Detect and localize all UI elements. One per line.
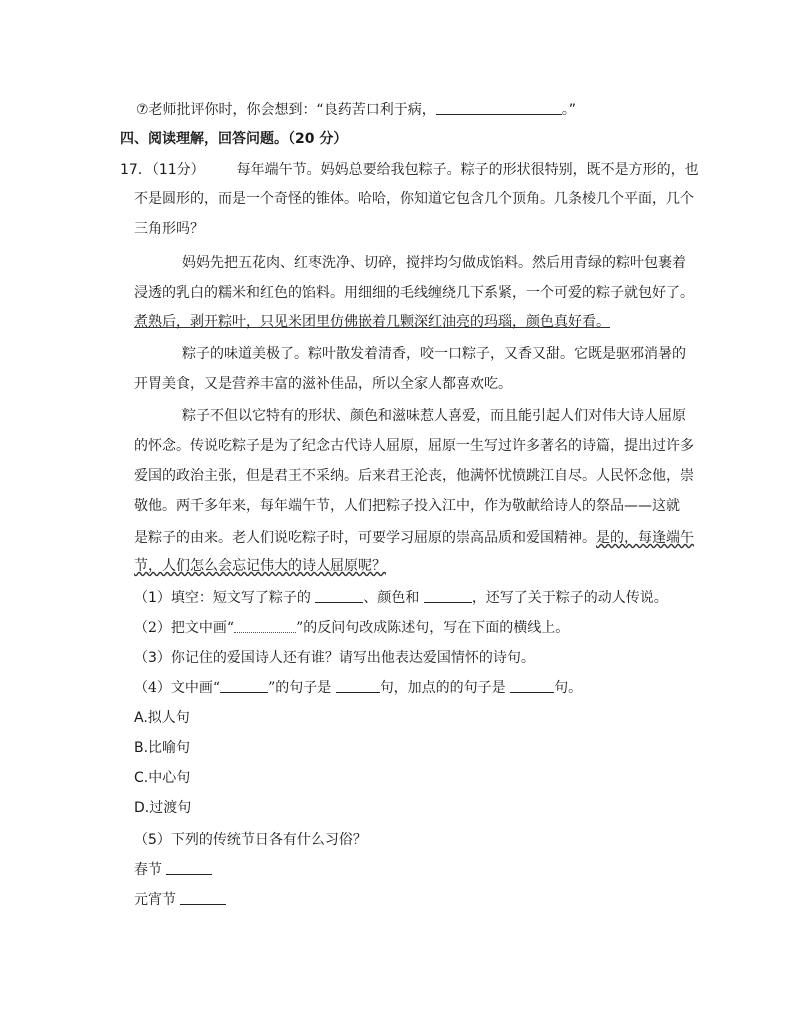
- subquestion-2: [134, 618, 569, 638]
- section-4-heading: 四、阅读理解，回答问题。（20 分）: [120, 131, 348, 147]
- question-7-blank[interactable]: [436, 101, 562, 115]
- passage-p4-l2: 的怀念。传说吃粽子是为了纪念古代诗人屈原，屈原一生写过许多著名的诗篇，提出过许多: [134, 438, 694, 454]
- passage-p4-l4: 敬他。两千多年来，每年端午节，人们把粽子投入江中，作为敬献给诗人的祭品——这就: [134, 498, 680, 514]
- subquestion-4-a: （4）文中画“: [134, 680, 221, 696]
- subquestion-1-b: 、颜色和: [363, 590, 424, 606]
- passage-p4-l5-a: 是粽子的由来。老人们说吃粽子时，可要学习屈原的崇高品质和爱国精神。: [134, 530, 596, 546]
- subquestion-3: （3）你记住的爱国诗人还有谁？请写出他表达爱国情怀的诗句。: [134, 650, 535, 666]
- subquestion-5: （5）下列的传统节日各有什么习俗？: [134, 832, 367, 848]
- subquestion-4-blank-1[interactable]: [336, 679, 380, 693]
- passage-p4-l6: 节，人们怎么会忘记伟大的诗人屈原呢？: [134, 558, 386, 574]
- option-b[interactable]: B.比喻句: [134, 740, 191, 756]
- passage-p2-l3: 煮熟后，剥开粽叶，只见米团里仿佛嵌着几颗深红油亮的玛瑙，颜色真好看。: [134, 314, 610, 330]
- passage-p1-l2: 不是圆形的，而是一个奇怪的锥体。哈哈，你知道它包含几个顶角。几条棱几个平面，几个: [134, 191, 694, 207]
- question-17-line-1: [120, 160, 699, 180]
- passage-p3-l2: 开胃美食，又是营养丰富的滋补佳品，所以全家人都喜欢吃。: [134, 376, 512, 392]
- passage-p2-l2: 浸透的乳白的糯米和红色的馅料。用细细的毛线缠绕几下系紧，一个可爱的粽子就包好了。: [134, 285, 694, 301]
- option-c[interactable]: C.中心句: [134, 770, 191, 786]
- passage-p3-l1: 粽子的味道美极了。粽叶散发着清香，咬一口粽子，又香又甜。它既是驱邪消暑的: [182, 346, 686, 362]
- passage-p1-l3: 三角形吗？: [134, 221, 204, 237]
- option-a[interactable]: A.拟人句: [134, 710, 190, 726]
- spring-festival-line: [134, 860, 212, 880]
- passage-p2-l1: 妈妈先把五花肉、红枣洗净、切碎，搅拌均匀做成馅料。然后用青绿的粽叶包裹着: [182, 255, 686, 271]
- lantern-festival-line: [134, 890, 226, 910]
- question-17-number: 17．（11分）: [120, 162, 205, 178]
- question-7-text: ⑦老师批评你时，你会想到：“良药苦口利于病，: [136, 102, 436, 118]
- subquestion-4-b: ”的句子是: [268, 680, 336, 696]
- passage-p4-l3: 爱国的政治主张，但是君王不采纳。后来君王沦丧，他满怀忧愤跳江自尽。人民怀念他，崇: [134, 468, 694, 484]
- subquestion-2-wavy-mark: [234, 619, 296, 633]
- lantern-festival-blank[interactable]: [180, 891, 226, 905]
- passage-p4-l5: [134, 528, 694, 548]
- subquestion-2-a: （2）把文中画“: [134, 620, 235, 636]
- subquestion-4-underline-mark: [220, 679, 268, 693]
- option-d[interactable]: D.过渡句: [134, 800, 192, 816]
- subquestion-2-b: ”的反问句改成陈述句，写在下面的横线上。: [296, 620, 570, 636]
- question-7-end: 。”: [561, 102, 577, 118]
- subquestion-1-a: （1）填空：短文写了粽子的: [134, 590, 316, 606]
- subquestion-1-c: ，还写了关于粽子的动人传说。: [471, 590, 668, 606]
- passage-p4-l1: 粽子不但以它特有的形状、颜色和滋味惹人喜爱，而且能引起人们对伟大诗人屈原: [182, 408, 686, 424]
- subquestion-1-blank-1[interactable]: [315, 589, 363, 603]
- subquestion-1-blank-2[interactable]: [424, 589, 472, 603]
- passage-p4-l5-b: 是的，每逢端午: [596, 530, 694, 546]
- subquestion-4: [134, 678, 582, 698]
- subquestion-4-c: 句，加点的的句子是: [379, 680, 511, 696]
- passage-p1-l1: 每年端午节。妈妈总要给我包粽子。粽子的形状很特别，既不是方形的，也: [236, 162, 699, 178]
- spring-festival-label: 春节: [134, 862, 167, 878]
- subquestion-4-d: 句。: [554, 680, 583, 696]
- spring-festival-blank[interactable]: [166, 861, 212, 875]
- lantern-festival-label: 元宵节: [134, 892, 181, 908]
- subquestion-4-blank-2[interactable]: [510, 679, 554, 693]
- question-7-line: [136, 100, 576, 120]
- subquestion-1: [134, 588, 668, 608]
